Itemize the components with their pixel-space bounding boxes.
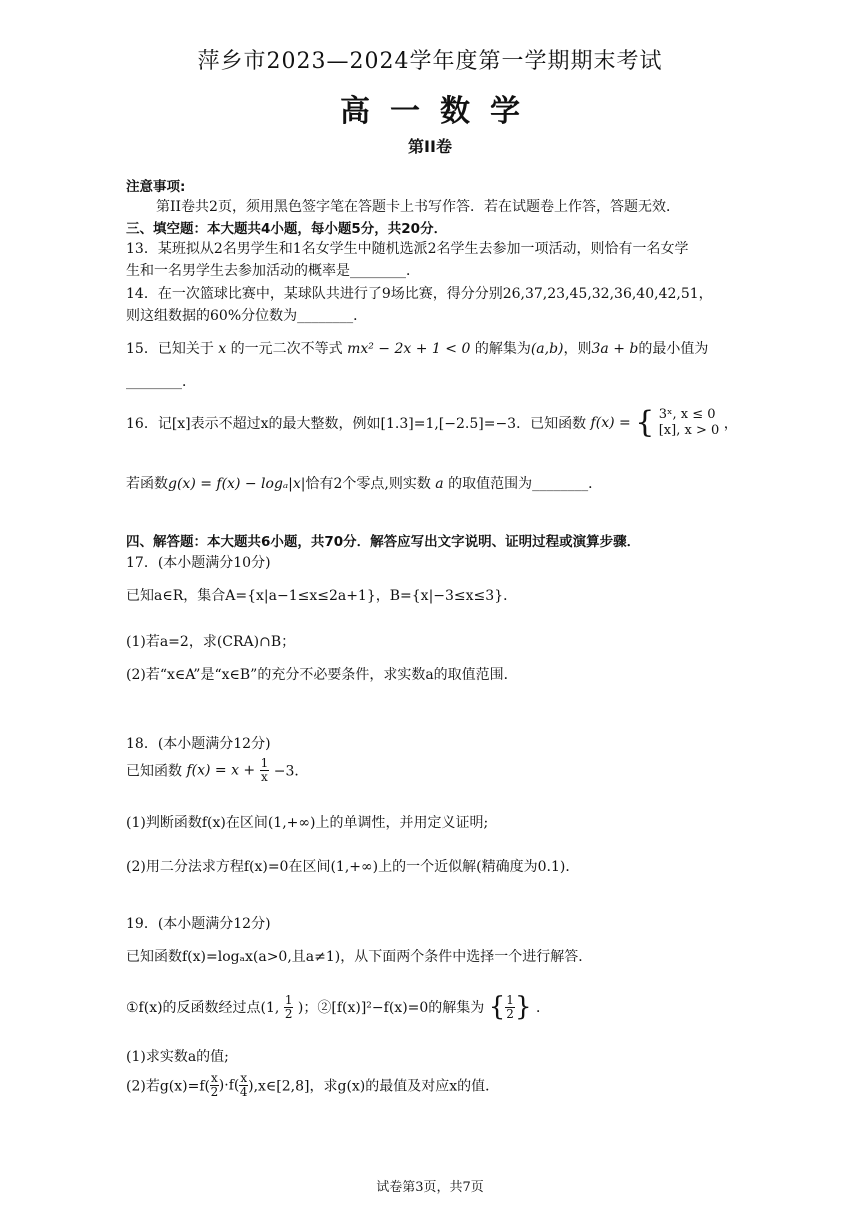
q16-line2-b: 恰有2个零点,则实数 xyxy=(305,476,431,492)
q13-line2: 生和一名男学生去参加活动的概率是________． xyxy=(126,263,420,279)
q15-expr: 3a + b xyxy=(591,341,639,357)
q19-conditions xyxy=(126,992,550,1028)
q16-line1 xyxy=(126,407,738,451)
notes-text: 第II卷共2页，须用黑色签字笔在答题卡上书写作答．若在试题卷上作答，答题无效． xyxy=(156,199,680,215)
q16-case1: 3ˣ, x ≤ 0 xyxy=(658,407,716,422)
q18-text-a: 已知函数 xyxy=(126,763,182,780)
q15-line2: ________． xyxy=(126,374,196,390)
q14-line1: 14．在一次篮球比赛中，某球队共进行了9场比赛，得分分别26,37,23,45,32,36,40,42,51， xyxy=(126,286,713,302)
q19-p2-text-a: (2)若g(x)=f( xyxy=(126,1078,210,1095)
exam-title: 萍乡市2023—2024学年度第一学期期末考试 xyxy=(197,49,663,74)
q16-line2-c: 的取值范围为________． xyxy=(448,476,603,492)
q18-tail: −3． xyxy=(273,763,309,780)
q16-line2-a: 若函数 xyxy=(126,476,168,492)
q15-line1: 15．已知关于 x 的一元二次不等式 mx² − 2x + 1 < 0 的解集为(a,b)，则3a + b的最小值为 xyxy=(126,341,709,357)
q17-title: 17．(本小题满分10分) xyxy=(126,555,271,571)
q18-part2: (2)用二分法求方程f(x)=0在区间(1,+∞)上的一个近似解(精确度为0.1)． xyxy=(126,859,580,875)
q18-title: 18．(本小题满分12分) xyxy=(126,736,271,752)
q19-p2-text-b: ),x∈[2,8]，求g(x)的最值及对应x的值． xyxy=(248,1078,500,1095)
q16-text-b: ， xyxy=(723,416,738,432)
q18-numerator: 1 xyxy=(260,756,269,770)
q19-part2 xyxy=(126,1072,499,1110)
q18-fraction xyxy=(260,757,270,784)
q19-p2-denominator1: 2 xyxy=(210,1085,219,1099)
section3-heading: 三、填空题：本大题共4小题，每小题5分，共20分． xyxy=(126,221,448,237)
q15-text-b: 的一元二次不等式 xyxy=(230,341,343,357)
q16-cases xyxy=(659,407,720,439)
q19-c1-text-b: )；②[f(x)]²−f(x)=0的解集为 xyxy=(297,1000,485,1016)
q19-right-brace: } xyxy=(514,992,532,1022)
q17-line1: 已知a∈R，集合A={x|a−1≤x≤2a+1}，B={x|−3≤x≤3}． xyxy=(126,588,518,604)
q19-p2-fraction1 xyxy=(210,1072,219,1099)
section4-heading: 四、解答题：本大题共6小题，共70分．解答应写出文字说明、证明过程或演算步骤． xyxy=(126,534,641,550)
q16-fx: f(x) = xyxy=(590,415,631,431)
q16-gx: g(x) = f(x) − logₐ|x| xyxy=(168,476,306,492)
q18-denominator: x xyxy=(261,770,268,784)
q19-p2-numerator2: x xyxy=(240,1071,248,1085)
q18-part1: (1)判断函数f(x)在区间(1,+∞)上的单调性，并用定义证明; xyxy=(126,815,489,831)
volume-label: 第II卷 xyxy=(408,137,452,156)
q19-p2-numerator1: x xyxy=(211,1071,218,1085)
q13-line1: 13．某班拟从2名男学生和1名女学生中随机选派2名学生去参加一项活动，则恰有一名女学 xyxy=(126,241,689,257)
q19-c1-denominator: 2 xyxy=(284,1006,293,1021)
q19-c2-end: ． xyxy=(535,1000,550,1016)
q19-title: 19．(本小题满分12分) xyxy=(126,916,271,932)
q16-brace: { xyxy=(635,405,655,440)
q19-p2-denominator2: 4 xyxy=(239,1085,248,1099)
q19-left-brace: { xyxy=(488,992,506,1022)
q19-c2-fraction xyxy=(505,994,515,1021)
q16-text-a: 16．记[x]表示不超过x的最大整数，例如[1.3]=1,[−2.5]=−3．已知函数 xyxy=(126,416,587,432)
q18-line1 xyxy=(126,757,308,793)
q16-line2: 若函数g(x) = f(x) − logₐ|x|恰有2个零点,则实数 a 的取值范围为________． xyxy=(126,476,603,492)
q15-set: (a,b) xyxy=(530,341,564,357)
q19-p2-mid: )·f( xyxy=(218,1077,240,1094)
q19-line1: 已知函数f(x)=logₐx(a>0,且a≠1)，从下面两个条件中选择一个进行解答． xyxy=(126,949,593,965)
q15-text-a: 15．已知关于 xyxy=(126,341,214,357)
notes-heading: 注意事项: xyxy=(126,179,186,195)
q16-case2: [x], x > 0 xyxy=(658,423,720,438)
q14-line2: 则这组数据的60%分位数为________． xyxy=(126,308,368,324)
q19-p2-fraction2 xyxy=(239,1072,248,1099)
q17-part1: (1)若a=2，求(CRA)∩B； xyxy=(126,634,296,650)
q19-c1-fraction xyxy=(284,994,294,1021)
q15-text-d: ，则 xyxy=(563,341,592,357)
q15-text-e: 的最小值为 xyxy=(638,341,709,357)
q17-part2: (2)若“x∈A”是“x∈B”的充分不必要条件，求实数a的取值范围． xyxy=(126,667,518,683)
q19-c1-text-a: ①f(x)的反函数经过点(1, xyxy=(126,1000,280,1016)
q19-c2-denominator: 2 xyxy=(506,1006,514,1021)
q19-part1: (1)求实数a的值; xyxy=(126,1049,229,1065)
q15-inequality: mx² − 2x + 1 < 0 xyxy=(347,341,471,357)
q19-c2-numerator: 1 xyxy=(506,992,514,1007)
q15-text-c: 的解集为 xyxy=(474,341,531,357)
subject-title: 高一数学 xyxy=(340,94,540,129)
q19-c1-numerator: 1 xyxy=(284,992,293,1007)
q18-fx: f(x) = x + xyxy=(186,762,256,779)
page-footer: 试卷第3页，共7页 xyxy=(376,1180,484,1195)
